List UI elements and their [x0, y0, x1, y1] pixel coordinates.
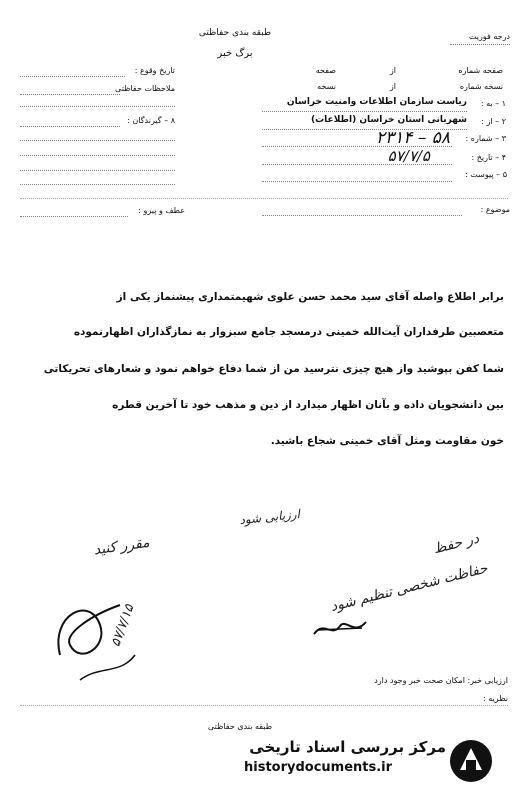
notes-label: ملاحظات حفاظتی — [115, 84, 175, 93]
recipients-line-3 — [20, 155, 175, 156]
from-label: ۲ – از : — [481, 117, 506, 126]
classification-top: طبقه بندی حفاظتی — [198, 28, 272, 38]
number-label: ۳ – شماره : — [465, 134, 506, 143]
body-line-2: متعصبین طرفداران آیت‌الله خمینی درمسجد جامع سبزوار به نمازگذاران اظهارنموده — [73, 326, 504, 338]
copy-total-label: نسخه — [317, 82, 336, 91]
handwritten-right-note-1: در حفظ — [431, 530, 481, 558]
body-line-1: برابر اطلاع واصله آقای سید محمد حسن علوی شهیمتمداری پیشنماز یکی از — [116, 291, 504, 303]
page-number-label: صفحه شماره — [458, 66, 503, 75]
handwritten-left-note-1: مقرر کنید — [92, 534, 151, 559]
body-line-5: خون مقاومت ومثل آقای خمینی شجاع باشید. — [270, 435, 504, 447]
recipients-line-5 — [20, 184, 175, 185]
watermark-url: historydocuments.ir — [244, 760, 393, 775]
number-value: ۵۸ – ۲۳۱۴ — [375, 128, 450, 148]
to-value: ریاست سازمان اطلاعات وامنیت خراسان — [286, 97, 467, 107]
footer-divider — [20, 705, 508, 706]
classification-bottom: طبقه بندی حفاظتی — [207, 722, 273, 731]
to-line — [262, 111, 467, 112]
to-label: ۱ – به : — [480, 99, 506, 108]
recipients-label: ۸ – گیرندگان : — [127, 116, 175, 125]
from-value: شهربانی استان خراسان (اطلاعات) — [311, 115, 467, 125]
date-received-label: تاریخ وقوع : — [134, 66, 175, 75]
followup-line — [20, 216, 128, 217]
history-documents-logo-icon — [448, 738, 494, 784]
date-received-line — [20, 76, 125, 77]
notes-line — [20, 94, 120, 95]
subject-label: موضوع : — [480, 205, 510, 214]
attachments-line — [262, 181, 452, 182]
handwritten-left-note-2: ۵۷/۷/۱۵ — [108, 602, 138, 649]
copy-of-label: از — [389, 82, 396, 91]
recipients-line-4 — [20, 170, 175, 171]
copy-number-label: نسخه شماره — [459, 82, 503, 91]
body-line-4: بین دانشجویان داده و بآنان اظهار میدارد از دین و مذهب خود تا آخرین قطره — [112, 399, 504, 411]
recipients-line-1 — [20, 126, 120, 127]
evaluation-text: ارزیابی خبر: امکان صحت خبر وجود دارد — [374, 676, 508, 685]
date-value: ۵۷/۷/۵ — [387, 147, 430, 165]
blank-line — [20, 106, 175, 107]
subject-line — [262, 215, 462, 216]
handwritten-right-note-2: حفاظت شخصی تنظیم شود — [329, 560, 490, 615]
urgency-label: درجه فوریت — [468, 32, 510, 41]
followup-label: عطف و پیرو : — [138, 206, 185, 215]
date-line — [262, 164, 452, 165]
body-line-3: شما کفن بپوشید واز هیچ چیزی نترسید من از شما دفاع خواهم نمود و شعارهای تحریکاتی — [43, 363, 504, 375]
subject-divider — [20, 198, 508, 199]
page-of-label: از — [389, 66, 396, 75]
recipients-line-2 — [20, 140, 175, 141]
handwritten-center-note: ارزیابی شود — [238, 506, 301, 528]
form-title: برگ خبر — [217, 48, 253, 59]
urgency-line — [450, 44, 510, 45]
opinion-label: نظریه : — [483, 694, 508, 703]
attachments-label: ۵ – پیوست : — [465, 170, 507, 179]
date-label: ۴ – تاریخ : — [471, 153, 506, 162]
page-total-label: صفحه — [315, 66, 336, 75]
handwritten-signature-right — [310, 612, 370, 642]
watermark-title: مرکز بررسی اسناد تاریخی — [249, 738, 446, 756]
